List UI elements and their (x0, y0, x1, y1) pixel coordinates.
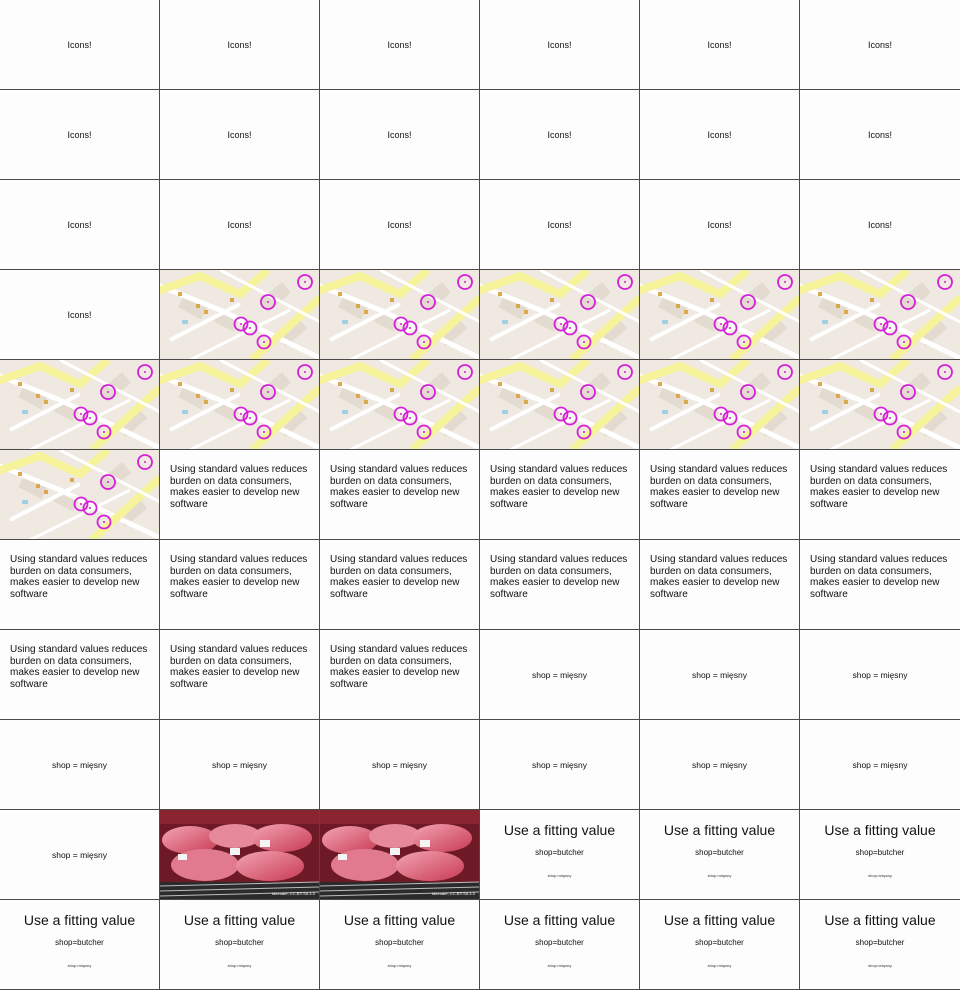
map-slide (0, 450, 160, 540)
tag-slide (320, 720, 480, 810)
icons-label: Icons! (387, 220, 412, 230)
tag-slide (640, 630, 800, 720)
fitting-value-slide (640, 810, 800, 900)
fitting-value-slide (800, 900, 960, 990)
fitting-value-tag: shop=butcher (535, 938, 584, 947)
standard-values-text: Using standard values reduces burden on data consumers, makes easier to develop new software (170, 644, 308, 690)
map-slide (800, 270, 960, 360)
icons-slide (480, 0, 640, 90)
standard-values-slide (800, 540, 960, 630)
map-slide (320, 360, 480, 450)
standard-values-text: Using standard values reduces burden on data consumers, makes easier to develop new software (330, 464, 468, 510)
tag-slide (800, 720, 960, 810)
standard-values-text: Using standard values reduces burden on data consumers, makes easier to develop new software (490, 554, 628, 600)
icons-label: Icons! (867, 40, 892, 50)
icons-label: Icons! (67, 220, 92, 230)
icons-slide (640, 0, 800, 90)
photo-credit: Mibmare, CC-BY-SA 4.0 (432, 891, 475, 896)
fitting-value-title: Use a fitting value (824, 912, 936, 928)
original-tag-small: shop=mięsny (868, 873, 892, 878)
icons-label: Icons! (707, 220, 732, 230)
tag-slide (480, 720, 640, 810)
tag-slide (800, 630, 960, 720)
tag-text: shop = mięsny (691, 760, 748, 770)
icons-slide (0, 180, 160, 270)
tag-text: shop = mięsny (852, 670, 908, 680)
fitting-value-title: Use a fitting value (343, 912, 456, 928)
icons-slide (320, 180, 480, 270)
icons-label: Icons! (867, 130, 892, 140)
standard-values-slide (800, 450, 960, 540)
map-image (320, 360, 480, 450)
standard-values-slide (480, 450, 640, 540)
standard-values-text: Using standard values reduces burden on data consumers, makes easier to develop new software (330, 554, 468, 600)
fitting-value-tag: shop=butcher (695, 938, 744, 947)
icons-label: Icons! (227, 40, 252, 50)
map-slide (640, 270, 800, 360)
icons-slide (160, 180, 320, 270)
map-image (480, 270, 640, 360)
original-tag-small: shop=mięsny (547, 873, 572, 878)
icons-slide (0, 0, 160, 90)
standard-values-slide (480, 540, 640, 630)
fitting-value-tag: shop=butcher (535, 848, 584, 857)
tag-slide (640, 720, 800, 810)
icons-label: Icons! (67, 310, 92, 320)
icons-slide (800, 180, 960, 270)
standard-values-slide (160, 540, 320, 630)
fitting-value-title: Use a fitting value (663, 822, 776, 838)
icons-label: Icons! (67, 130, 92, 140)
standard-values-text: Using standard values reduces burden on data consumers, makes easier to develop new software (650, 554, 788, 600)
fitting-value-slide (480, 810, 640, 900)
standard-values-slide (160, 630, 320, 720)
fitting-value-slide (800, 810, 960, 900)
fitting-value-tag: shop=butcher (55, 938, 104, 947)
fitting-value-title: Use a fitting value (503, 912, 616, 928)
tag-text: shop = mięsny (51, 850, 108, 860)
map-image (160, 270, 320, 360)
fitting-value-tag: shop=butcher (215, 938, 264, 947)
icons-slide (160, 0, 320, 90)
fitting-value-tag: shop=butcher (695, 848, 744, 857)
tag-text: shop = mięsny (691, 670, 748, 680)
fitting-value-tag: shop=butcher (375, 938, 424, 947)
standard-values-text: Using standard values reduces burden on data consumers, makes easier to develop new software (810, 464, 948, 510)
icons-slide (640, 180, 800, 270)
icons-label: Icons! (387, 40, 412, 50)
standard-values-slide (0, 630, 160, 720)
standard-values-text: Using standard values reduces burden on data consumers, makes easier to develop new software (330, 644, 468, 690)
tag-slide (480, 630, 640, 720)
map-slide (0, 360, 160, 450)
tag-text: shop = mięsny (531, 670, 588, 680)
icons-slide (480, 90, 640, 180)
standard-values-text: Using standard values reduces burden on data consumers, makes easier to develop new software (10, 554, 148, 600)
original-tag-small: shop=mięsny (707, 963, 732, 968)
fitting-value-title: Use a fitting value (663, 912, 776, 928)
tag-slide (0, 810, 160, 900)
map-slide (480, 360, 640, 450)
tag-text: shop = mięsny (211, 760, 268, 770)
icons-slide (0, 270, 160, 360)
standard-values-text: Using standard values reduces burden on data consumers, makes easier to develop new software (650, 464, 788, 510)
standard-values-text: Using standard values reduces burden on data consumers, makes easier to develop new software (170, 554, 308, 600)
fitting-value-slide (480, 900, 640, 990)
map-slide (800, 360, 960, 450)
icons-label: Icons! (707, 130, 732, 140)
map-slide (320, 270, 480, 360)
standard-values-slide (160, 450, 320, 540)
fitting-value-slide (160, 900, 320, 990)
icons-slide (480, 180, 640, 270)
icons-slide (160, 90, 320, 180)
standard-values-slide (640, 540, 800, 630)
original-tag-small: shop=mięsny (868, 963, 892, 968)
fitting-value-tag: shop=butcher (855, 848, 905, 857)
original-tag-small: shop=mięsny (387, 963, 412, 968)
fitting-value-title: Use a fitting value (23, 912, 136, 928)
standard-values-slide (640, 450, 800, 540)
icons-label: Icons! (547, 40, 572, 50)
fitting-value-title: Use a fitting value (824, 822, 936, 838)
tag-text: shop = mięsny (852, 760, 908, 770)
photo-slide (160, 810, 320, 900)
fitting-value-slide (320, 900, 480, 990)
map-slide (480, 270, 640, 360)
standard-values-text: Using standard values reduces burden on data consumers, makes easier to develop new software (490, 464, 628, 510)
standard-values-text: Using standard values reduces burden on data consumers, makes easier to develop new software (810, 554, 948, 600)
map-slide (640, 360, 800, 450)
tag-text: shop = mięsny (531, 760, 588, 770)
original-tag-small: shop=mięsny (227, 963, 252, 968)
map-slide (160, 360, 320, 450)
map-image (480, 360, 640, 450)
tag-text: shop = mięsny (51, 760, 108, 770)
icons-label: Icons! (387, 130, 412, 140)
fitting-value-title: Use a fitting value (503, 822, 616, 838)
icons-label: Icons! (67, 40, 92, 50)
icons-slide (800, 90, 960, 180)
fitting-value-tag: shop=butcher (855, 938, 905, 947)
standard-values-slide (320, 540, 480, 630)
map-image (640, 360, 800, 450)
tag-slide (0, 720, 160, 810)
icons-label: Icons! (547, 130, 572, 140)
map-slide (160, 270, 320, 360)
standard-values-slide (0, 540, 160, 630)
fitting-value-title: Use a fitting value (183, 912, 296, 928)
icons-slide (320, 90, 480, 180)
icons-label: Icons! (547, 220, 572, 230)
standard-values-slide (320, 450, 480, 540)
map-image (640, 270, 800, 360)
icons-slide (640, 90, 800, 180)
standard-values-text: Using standard values reduces burden on data consumers, makes easier to develop new software (10, 644, 148, 690)
original-tag-small: shop=mięsny (67, 963, 92, 968)
original-tag-small: shop=mięsny (707, 873, 732, 878)
icons-slide (320, 0, 480, 90)
map-image (0, 450, 160, 540)
icons-label: Icons! (227, 130, 252, 140)
icons-slide (800, 0, 960, 90)
photo-slide (320, 810, 480, 900)
map-image (320, 270, 480, 360)
map-image (800, 270, 960, 360)
map-image (160, 360, 320, 450)
icons-label: Icons! (867, 220, 892, 230)
map-image (0, 360, 160, 450)
tag-text: shop = mięsny (371, 760, 428, 770)
icons-slide (0, 90, 160, 180)
icons-label: Icons! (707, 40, 732, 50)
fitting-value-slide (640, 900, 800, 990)
tag-slide (160, 720, 320, 810)
icons-label: Icons! (227, 220, 252, 230)
fitting-value-slide (0, 900, 160, 990)
meat-counter-photo (320, 810, 480, 900)
standard-values-slide (320, 630, 480, 720)
standard-values-text: Using standard values reduces burden on data consumers, makes easier to develop new software (170, 464, 308, 510)
map-image (800, 360, 960, 450)
meat-counter-photo (160, 810, 320, 900)
photo-credit: Mibmare, CC-BY-SA 4.0 (272, 891, 315, 896)
original-tag-small: shop=mięsny (547, 963, 572, 968)
